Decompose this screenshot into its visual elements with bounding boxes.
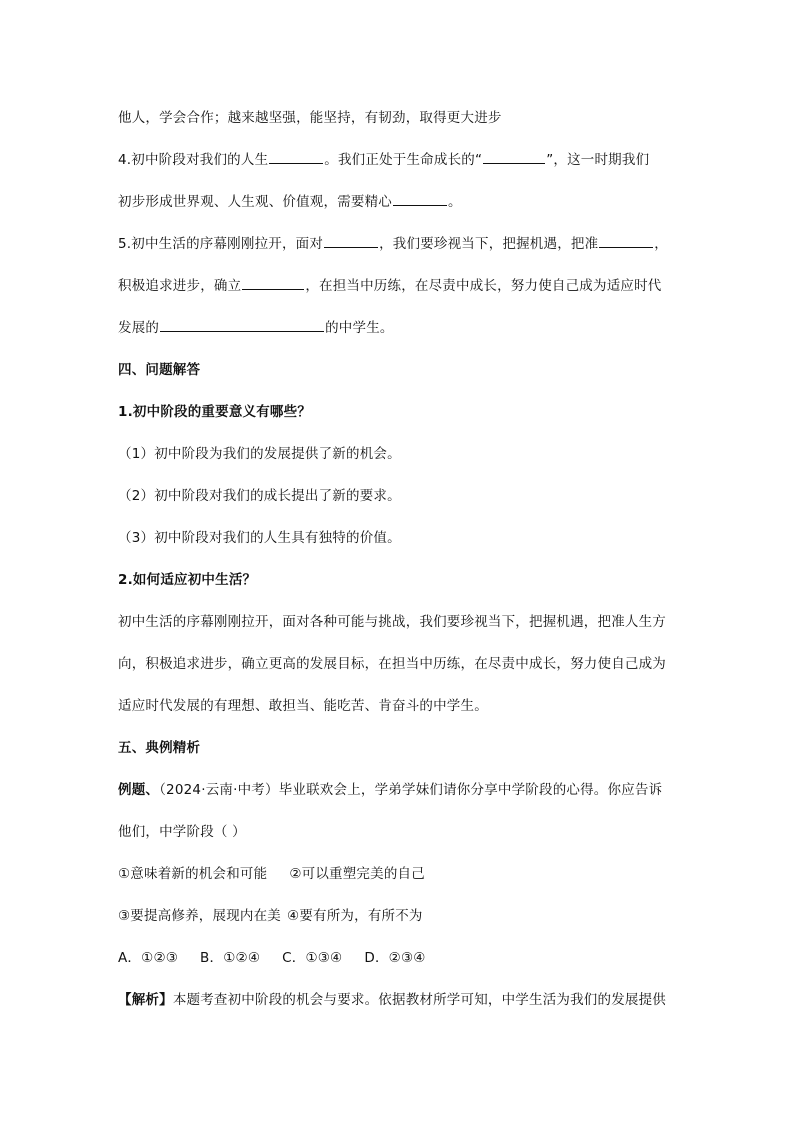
answer-1-1: （1）初中阶段为我们的发展提供了新的机会。 — [118, 446, 401, 462]
answer-blank[interactable] — [483, 150, 545, 164]
option-line-2: ③要提高修养，展现内在美 ④要有所为，有所不为 — [118, 908, 423, 924]
answer-blank[interactable] — [160, 318, 324, 332]
text-line: 他人，学会合作；越来越坚强，能坚持，有韧劲，取得更大进步 — [118, 110, 502, 126]
answer-blank[interactable] — [599, 234, 653, 248]
fill-blank-item-4-cont: 初步形成世界观、人生观、价值观，需要精心 。 — [118, 194, 462, 210]
question-1: 1.初中阶段的重要意义有哪些？ — [118, 404, 312, 420]
answer-2-line-3: 适应时代发展的有理想、敢担当、能吃苦、肯奋斗的中学生。 — [118, 698, 488, 714]
section-heading-4: 四、问题解答 — [118, 362, 201, 378]
fill-blank-item-5-cont: 积极追求进步，确立 ，在担当中历练，在尽责中成长，努力使自己成为适应时代 — [118, 278, 662, 294]
question-2: 2.如何适应初中生活？ — [118, 572, 257, 588]
choice-a[interactable]: A．①②③ — [118, 950, 179, 966]
analysis-line: 【解析】本题考查初中阶段的机会与要求。依据教材所学可知，中学生活为我们的发展提供 — [118, 992, 667, 1008]
section-heading-5: 五、典例精析 — [118, 740, 201, 756]
choice-line — [118, 948, 678, 968]
fill-blank-item-5-end: 发展的 的中学生。 — [118, 320, 394, 336]
choice-c[interactable]: C．①③④ — [282, 950, 343, 966]
example-question-line-1: 例题、（2024·云南·中考）毕业联欢会上，学弟学妹们请你分享中学阶段的心得。你应告诉 — [118, 782, 663, 798]
answer-blank[interactable] — [324, 234, 378, 248]
example-question-line-2: 他们，中学阶段（ ） — [118, 824, 246, 840]
answer-1-2: （2）初中阶段对我们的成长提出了新的要求。 — [118, 488, 401, 504]
answer-2-line-1: 初中生活的序幕刚刚拉开，面对各种可能与挑战，我们要珍视当下，把握机遇，把准人生方 — [118, 614, 666, 630]
answer-blank[interactable] — [393, 192, 447, 206]
answer-blank[interactable] — [269, 150, 323, 164]
answer-blank[interactable] — [242, 276, 304, 290]
fill-blank-item-4: 4.初中阶段对我们的人生 。我们正处于生命成长的“ ”，这一时期我们 — [118, 152, 650, 168]
answer-2-line-2: 向，积极追求进步，确立更高的发展目标，在担当中历练，在尽责中成长，努力使自己成为 — [118, 656, 666, 672]
choice-d[interactable]: D．②③④ — [364, 950, 426, 966]
analysis-label: 【解析】 — [118, 992, 173, 1008]
example-label: 例题、 — [118, 782, 160, 798]
choice-b[interactable]: B．①②④ — [200, 950, 261, 966]
fill-blank-item-5: 5.初中生活的序幕刚刚拉开，面对 ，我们要珍视当下，把握机遇，把准 ， — [118, 236, 668, 252]
answer-1-3: （3）初中阶段对我们的人生具有独特的价值。 — [118, 530, 401, 546]
option-line-1: ①意味着新的机会和可能 ②可以重塑完美的自己 — [118, 866, 425, 882]
